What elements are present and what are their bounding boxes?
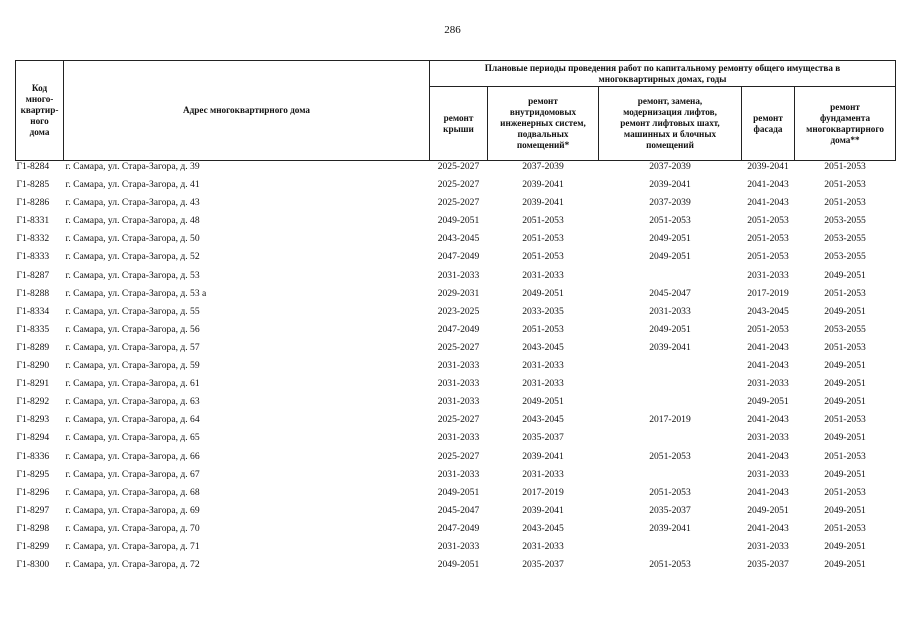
cell-address: г. Самара, ул. Стара-Загора, д. 67 [65, 468, 200, 480]
cell-elevators-period: 2037-2039 [649, 161, 691, 172]
table-row [16, 179, 896, 197]
cell-foundation-period: 2049-2051 [824, 269, 866, 281]
cell-elevators-period: 2051-2053 [649, 450, 691, 462]
cell-elevators-period: 2031-2033 [649, 305, 691, 317]
cell-foundation-period: 2053-2055 [824, 233, 866, 245]
cell-elevators-period: 2051-2053 [649, 559, 691, 571]
cell-address: г. Самара, ул. Стара-Загора, д. 48 [65, 215, 200, 227]
cell-elevators-period: 2017-2019 [649, 414, 691, 426]
cell-facade-period: 2051-2053 [747, 323, 789, 335]
table-row [16, 451, 896, 469]
header-foundation: ремонт фундамента многоквартирного дома** [795, 87, 896, 161]
cell-elevators-period: 2045-2047 [649, 287, 691, 299]
cell-house-code: Г1-8294 [16, 432, 50, 444]
cell-house-code: Г1-8289 [16, 341, 50, 353]
table-row [16, 559, 896, 577]
cell-roof-period: 2049-2051 [437, 215, 480, 227]
header-code: Код много- квартир- ного дома [16, 61, 64, 161]
cell-engineering-period: 2043-2045 [522, 522, 564, 534]
cell-roof-period: 2029-2031 [437, 287, 480, 299]
table-row [16, 487, 896, 505]
cell-roof-period: 2031-2033 [437, 396, 480, 408]
cell-foundation-period: 2051-2053 [824, 522, 866, 534]
cell-facade-period: 2041-2043 [747, 341, 789, 353]
cell-facade-period: 2031-2033 [747, 269, 789, 281]
cell-house-code: Г1-8286 [16, 197, 50, 209]
header-planned-periods: Плановые периоды проведения работ по капитальному ремонту общего имущества в многоквартирных домах, годы [430, 61, 896, 87]
table-row [16, 505, 896, 523]
cell-engineering-period: 2035-2037 [522, 432, 564, 444]
cell-roof-period: 2045-2047 [437, 504, 480, 516]
cell-house-code: Г1-8299 [16, 540, 50, 552]
cell-foundation-period: 2053-2055 [824, 215, 866, 227]
cell-house-code: Г1-8295 [16, 468, 50, 480]
table-row [16, 197, 896, 215]
cell-elevators-period [599, 360, 742, 378]
cell-elevators-period [599, 270, 742, 288]
cell-address: г. Самара, ул. Стара-Загора, д. 63 [65, 396, 200, 408]
cell-house-code: Г1-8298 [16, 522, 50, 534]
cell-elevators-period: 2039-2041 [649, 179, 691, 191]
cell-facade-period: 2041-2043 [747, 360, 789, 372]
cell-foundation-period: 2049-2051 [824, 360, 866, 372]
cell-roof-period: 2031-2033 [437, 432, 480, 444]
table-row [16, 523, 896, 541]
cell-address: г. Самара, ул. Стара-Загора, д. 71 [65, 540, 200, 552]
cell-engineering-period: 2051-2053 [522, 233, 564, 245]
cell-address: г. Самара, ул. Стара-Загора, д. 41 [65, 179, 200, 191]
cell-address: г. Самара, ул. Стара-Загора, д. 66 [65, 450, 200, 462]
cell-roof-period: 2047-2049 [437, 251, 480, 263]
cell-facade-period: 2031-2033 [747, 468, 789, 480]
cell-house-code: Г1-8290 [16, 360, 50, 372]
cell-roof-period: 2047-2049 [437, 323, 480, 335]
header-address: Адрес многоквартирного дома [64, 61, 430, 161]
cell-roof-period: 2043-2045 [437, 233, 480, 245]
cell-house-code: Г1-8293 [16, 414, 50, 426]
cell-foundation-period: 2051-2053 [824, 287, 866, 299]
cell-address: г. Самара, ул. Стара-Загора, д. 68 [65, 486, 200, 498]
cell-roof-period: 2025-2027 [437, 179, 480, 191]
cell-elevators-period: 2049-2051 [649, 251, 691, 263]
cell-elevators-period [599, 378, 742, 396]
cell-elevators-period: 2039-2041 [649, 522, 691, 534]
cell-facade-period: 2035-2037 [747, 559, 789, 571]
cell-facade-period: 2051-2053 [747, 251, 789, 263]
cell-house-code: Г1-8296 [16, 486, 50, 498]
cell-facade-period: 2051-2053 [747, 215, 789, 227]
cell-engineering-period: 2039-2041 [522, 179, 564, 191]
cell-elevators-period: 2049-2051 [649, 323, 691, 335]
cell-address: г. Самара, ул. Стара-Загора, д. 50 [65, 233, 200, 245]
table-row [16, 306, 896, 324]
cell-facade-period: 2031-2033 [747, 540, 789, 552]
cell-foundation-period: 2051-2053 [824, 414, 866, 426]
cell-foundation-period: 2051-2053 [824, 341, 866, 353]
cell-elevators-period: 2037-2039 [649, 197, 691, 209]
cell-house-code: Г1-8284 [16, 161, 50, 172]
cell-facade-period: 2041-2043 [747, 486, 789, 498]
cell-engineering-period: 2039-2041 [522, 197, 564, 209]
cell-roof-period: 2031-2033 [437, 378, 480, 390]
cell-engineering-period: 2043-2045 [522, 341, 564, 353]
table-row [16, 251, 896, 269]
table-row [16, 396, 896, 414]
page-number: 286 [444, 24, 461, 36]
cell-engineering-period: 2031-2033 [522, 468, 564, 480]
cell-house-code: Г1-8292 [16, 396, 50, 408]
cell-engineering-period: 2031-2033 [522, 269, 564, 281]
cell-foundation-period: 2051-2053 [824, 161, 866, 172]
cell-facade-period: 2017-2019 [747, 287, 789, 299]
cell-facade-period: 2041-2043 [747, 450, 789, 462]
cell-roof-period: 2025-2027 [437, 197, 480, 209]
cell-house-code: Г1-8288 [16, 287, 50, 299]
cell-engineering-period: 2039-2041 [522, 504, 564, 516]
cell-address: г. Самара, ул. Стара-Загора, д. 72 [65, 559, 200, 571]
cell-foundation-period: 2049-2051 [824, 432, 866, 444]
cell-foundation-period: 2051-2053 [824, 450, 866, 462]
cell-facade-period: 2039-2041 [747, 161, 789, 172]
cell-elevators-period [599, 469, 742, 487]
cell-facade-period: 2031-2033 [747, 432, 789, 444]
cell-engineering-period: 2031-2033 [522, 540, 564, 552]
cell-engineering-period: 2031-2033 [522, 378, 564, 390]
cell-facade-period: 2049-2051 [747, 504, 789, 516]
cell-roof-period: 2049-2051 [437, 486, 480, 498]
cell-address: г. Самара, ул. Стара-Загора, д. 53 [65, 269, 200, 281]
cell-foundation-period: 2051-2053 [824, 197, 866, 209]
cell-facade-period: 2041-2043 [747, 179, 789, 191]
header-roof-repair: ремонт крыши [430, 87, 488, 161]
table-row [16, 233, 896, 251]
cell-house-code: Г1-8291 [16, 378, 50, 390]
cell-engineering-period: 2037-2039 [522, 161, 564, 172]
cell-address: г. Самара, ул. Стара-Загора, д. 53 а [65, 287, 207, 299]
table-row [16, 161, 896, 180]
cell-house-code: Г1-8333 [16, 251, 50, 263]
cell-address: г. Самара, ул. Стара-Загора, д. 43 [65, 197, 200, 209]
header-elevators: ремонт, замена, модернизация лифтов, ремонт лифтовых шахт, машинных и блочных помещений [599, 87, 742, 161]
cell-engineering-period: 2051-2053 [522, 215, 564, 227]
cell-foundation-period: 2049-2051 [824, 378, 866, 390]
cell-engineering-period: 2033-2035 [522, 305, 564, 317]
header-engineering-systems: ремонт внутридомовых инженерных систем, подвальных помещений* [488, 87, 599, 161]
table-row [16, 414, 896, 432]
table-row [16, 432, 896, 450]
table-row [16, 360, 896, 378]
cell-roof-period: 2031-2033 [437, 360, 480, 372]
cell-facade-period: 2041-2043 [747, 197, 789, 209]
cell-foundation-period: 2053-2055 [824, 251, 866, 263]
cell-foundation-period: 2049-2051 [824, 504, 866, 516]
cell-house-code: Г1-8332 [16, 233, 50, 245]
cell-engineering-period: 2039-2041 [522, 450, 564, 462]
table-header [16, 61, 896, 161]
cell-facade-period: 2043-2045 [747, 305, 789, 317]
cell-engineering-period: 2043-2045 [522, 414, 564, 426]
cell-facade-period: 2041-2043 [747, 522, 789, 534]
table-row [16, 270, 896, 288]
cell-foundation-period: 2049-2051 [824, 468, 866, 480]
cell-engineering-period: 2049-2051 [522, 396, 564, 408]
cell-address: г. Самара, ул. Стара-Загора, д. 69 [65, 504, 200, 516]
cell-elevators-period: 2035-2037 [649, 504, 691, 516]
cell-engineering-period: 2031-2033 [522, 360, 564, 372]
cell-engineering-period: 2051-2053 [522, 251, 564, 263]
cell-roof-period: 2047-2049 [437, 522, 480, 534]
cell-address: г. Самара, ул. Стара-Загора, д. 64 [65, 414, 200, 426]
cell-elevators-period: 2049-2051 [649, 233, 691, 245]
cell-roof-period: 2049-2051 [437, 559, 480, 571]
capital-repair-schedule-table [15, 60, 896, 577]
cell-foundation-period: 2051-2053 [824, 486, 866, 498]
table-row [16, 288, 896, 306]
cell-engineering-period: 2049-2051 [522, 287, 564, 299]
cell-foundation-period: 2049-2051 [824, 559, 866, 571]
cell-house-code: Г1-8334 [16, 305, 50, 317]
cell-house-code: Г1-8285 [16, 179, 50, 191]
table-row [16, 378, 896, 396]
cell-engineering-period: 2017-2019 [522, 486, 564, 498]
cell-roof-period: 2025-2027 [437, 161, 480, 172]
cell-engineering-period: 2051-2053 [522, 323, 564, 335]
cell-foundation-period: 2049-2051 [824, 540, 866, 552]
cell-address: г. Самара, ул. Стара-Загора, д. 59 [65, 360, 200, 372]
cell-house-code: Г1-8331 [16, 215, 50, 227]
table-row [16, 541, 896, 559]
cell-elevators-period [599, 432, 742, 450]
cell-address: г. Самара, ул. Стара-Загора, д. 57 [65, 341, 200, 353]
cell-house-code: Г1-8297 [16, 504, 50, 516]
table-row [16, 469, 896, 487]
cell-house-code: Г1-8300 [16, 559, 50, 571]
cell-facade-period: 2049-2051 [747, 396, 789, 408]
cell-elevators-period: 2051-2053 [649, 486, 691, 498]
table-row [16, 215, 896, 233]
cell-foundation-period: 2051-2053 [824, 179, 866, 191]
cell-address: г. Самара, ул. Стара-Загора, д. 70 [65, 522, 200, 534]
cell-roof-period: 2031-2033 [437, 540, 480, 552]
cell-address: г. Самара, ул. Стара-Загора, д. 55 [65, 305, 200, 317]
table-row [16, 342, 896, 360]
cell-address: г. Самара, ул. Стара-Загора, д. 61 [65, 378, 200, 390]
header-facade: ремонт фасада [742, 87, 795, 161]
cell-foundation-period: 2049-2051 [824, 396, 866, 408]
cell-roof-period: 2025-2027 [437, 414, 480, 426]
cell-facade-period: 2051-2053 [747, 233, 789, 245]
cell-address: г. Самара, ул. Стара-Загора, д. 56 [65, 323, 200, 335]
cell-house-code: Г1-8287 [16, 269, 50, 281]
cell-roof-period: 2025-2027 [437, 341, 480, 353]
cell-address: г. Самара, ул. Стара-Загора, д. 65 [65, 432, 200, 444]
cell-facade-period: 2041-2043 [747, 414, 789, 426]
cell-house-code: Г1-8335 [16, 323, 50, 335]
cell-elevators-period [599, 541, 742, 559]
cell-roof-period: 2031-2033 [437, 468, 480, 480]
cell-elevators-period: 2039-2041 [649, 341, 691, 353]
cell-roof-period: 2023-2025 [437, 305, 480, 317]
cell-house-code: Г1-8336 [16, 450, 50, 462]
cell-elevators-period: 2051-2053 [649, 215, 691, 227]
cell-foundation-period: 2049-2051 [824, 305, 866, 317]
cell-address: г. Самара, ул. Стара-Загора, д. 39 [65, 161, 200, 172]
table-row [16, 324, 896, 342]
cell-address: г. Самара, ул. Стара-Загора, д. 52 [65, 251, 200, 263]
cell-roof-period: 2025-2027 [437, 450, 480, 462]
table-body [16, 161, 896, 578]
cell-facade-period: 2031-2033 [747, 378, 789, 390]
cell-engineering-period: 2035-2037 [522, 559, 564, 571]
cell-roof-period: 2031-2033 [437, 269, 480, 281]
cell-elevators-period [599, 396, 742, 414]
cell-foundation-period: 2053-2055 [824, 323, 866, 335]
